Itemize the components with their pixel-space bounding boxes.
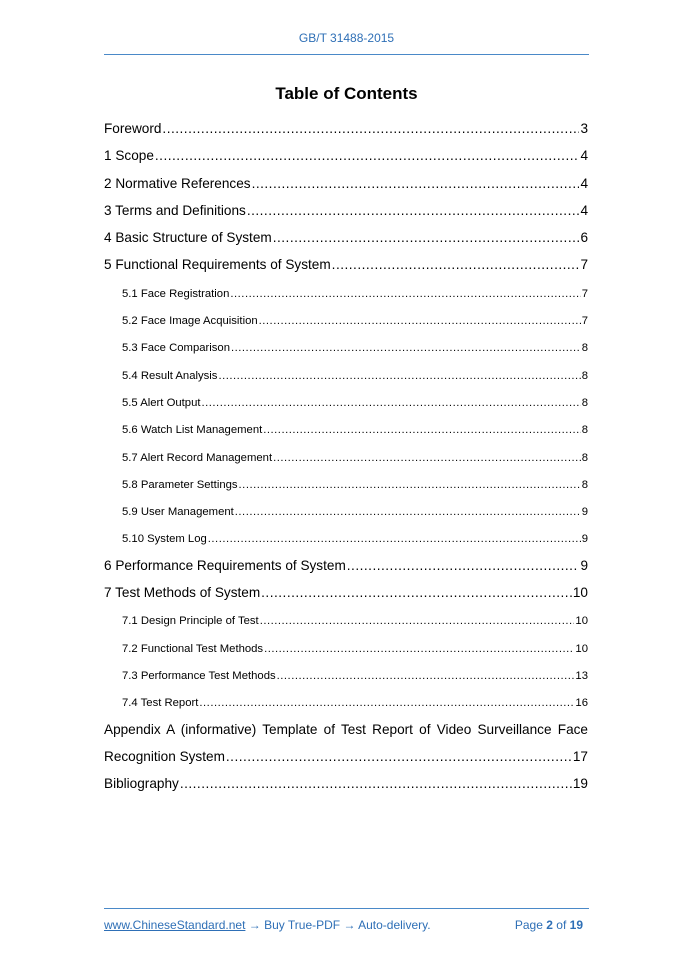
toc-entry-5-6[interactable] bbox=[104, 416, 588, 443]
toc-dot-leader bbox=[332, 255, 580, 275]
toc-entry-functional-requirements[interactable] bbox=[104, 252, 588, 279]
toc-dot-leader bbox=[252, 174, 580, 194]
toc-entry-label: 4 Basic Structure of System bbox=[104, 230, 272, 246]
toc-entry-page: 9 bbox=[581, 506, 588, 519]
toc-entry-page: 4 bbox=[580, 148, 588, 164]
toc-entry-page: 4 bbox=[580, 175, 588, 191]
toc-entry-normative-references[interactable] bbox=[104, 171, 588, 198]
toc-dot-leader bbox=[347, 556, 580, 576]
toc-entry-label: 5.9 User Management bbox=[122, 506, 234, 519]
toc-entry-label: 7.1 Design Principle of Test bbox=[122, 615, 259, 628]
toc-entry-page: 16 bbox=[575, 697, 588, 710]
toc-dot-leader bbox=[273, 228, 580, 248]
toc-entry-page: 17 bbox=[572, 748, 588, 764]
page-number-prefix: Page bbox=[514, 918, 543, 932]
toc-dot-leader bbox=[264, 639, 574, 659]
table-of-contents bbox=[104, 116, 588, 798]
toc-entry-page: 8 bbox=[581, 369, 588, 382]
toc-entry-label: 7.3 Performance Test Methods bbox=[122, 669, 276, 682]
toc-entry-page: 3 bbox=[580, 121, 588, 136]
toc-entry-label: Bibliography bbox=[104, 776, 179, 792]
toc-entry-label: Recognition System bbox=[104, 748, 225, 764]
document-id-header: GB/T 31488-2015 bbox=[298, 31, 395, 45]
toc-entry-5-1[interactable] bbox=[104, 280, 588, 307]
toc-entry-label: 7 Test Methods of System bbox=[104, 585, 261, 601]
toc-entry-5-9[interactable] bbox=[104, 498, 588, 525]
page-number bbox=[515, 918, 583, 932]
toc-dot-leader bbox=[239, 475, 581, 495]
toc-entry-appendix-a-line1[interactable]: Appendix A (informative) Template of Test Report of Video Surveillance Face bbox=[104, 721, 588, 737]
toc-entry-label: 7.2 Functional Test Methods bbox=[122, 642, 264, 655]
toc-entry-label: 5.8 Parameter Settings bbox=[122, 478, 238, 491]
toc-entry-page: 6 bbox=[580, 230, 588, 246]
toc-entry-5-3[interactable] bbox=[104, 334, 588, 361]
toc-entry-page: 8 bbox=[581, 396, 588, 409]
toc-dot-leader bbox=[247, 201, 580, 221]
toc-entry-page: 13 bbox=[575, 669, 588, 682]
toc-entry-bibliography[interactable] bbox=[104, 771, 588, 798]
toc-entry-page: 7 bbox=[580, 257, 588, 273]
toc-entry-page: 19 bbox=[572, 776, 588, 792]
toc-dot-leader bbox=[231, 338, 581, 358]
toc-entry-7-4[interactable] bbox=[104, 689, 588, 716]
toc-dot-leader bbox=[235, 502, 581, 522]
footer-promo-text: → Buy True-PDF → Auto-delivery. bbox=[245, 918, 431, 932]
toc-dot-leader bbox=[155, 146, 580, 166]
page-number-current: 2 bbox=[546, 918, 553, 932]
toc-dot-leader bbox=[259, 311, 581, 331]
toc-entry-page: 9 bbox=[581, 533, 588, 546]
toc-entry-page: 8 bbox=[581, 451, 588, 464]
toc-dot-leader bbox=[277, 666, 575, 686]
toc-entry-5-10[interactable] bbox=[104, 525, 588, 552]
toc-entry-label: 5.2 Face Image Acquisition bbox=[122, 315, 258, 328]
toc-entry-7-1[interactable] bbox=[104, 607, 588, 634]
toc-entry-label: 5.7 Alert Record Management bbox=[122, 451, 273, 464]
toc-entry-label: 5.5 Alert Output bbox=[122, 396, 201, 409]
toc-dot-leader bbox=[263, 420, 580, 440]
toc-entry-performance-requirements[interactable] bbox=[104, 553, 588, 580]
toc-entry-label: 7.4 Test Report bbox=[122, 697, 199, 710]
toc-entry-label: 2 Normative References bbox=[104, 175, 251, 191]
toc-entry-appendix-a[interactable] bbox=[104, 744, 588, 771]
toc-entry-page: 7 bbox=[581, 287, 588, 300]
toc-entry-scope[interactable] bbox=[104, 143, 588, 170]
toc-entry-7-3[interactable] bbox=[104, 662, 588, 689]
toc-entry-label: 5.6 Watch List Management bbox=[122, 424, 263, 437]
toc-dot-leader bbox=[180, 774, 572, 794]
toc-entry-label: 5.4 Result Analysis bbox=[122, 369, 218, 382]
toc-dot-leader bbox=[261, 583, 572, 603]
footer-promo bbox=[104, 918, 431, 932]
toc-entry-label: Foreword bbox=[104, 121, 162, 136]
page-number-of: of bbox=[556, 918, 567, 932]
toc-dot-leader bbox=[162, 119, 579, 139]
toc-entry-5-5[interactable] bbox=[104, 389, 588, 416]
toc-entry-test-methods[interactable] bbox=[104, 580, 588, 607]
toc-dot-leader bbox=[208, 529, 581, 549]
toc-dot-leader bbox=[273, 448, 581, 468]
toc-entry-5-2[interactable] bbox=[104, 307, 588, 334]
footer-website-link[interactable]: www.ChineseStandard.net bbox=[104, 918, 246, 932]
toc-entry-page: 4 bbox=[580, 202, 588, 218]
toc-entry-page: 10 bbox=[575, 642, 588, 655]
toc-entry-page: 7 bbox=[581, 315, 588, 328]
toc-entry-5-7[interactable] bbox=[104, 444, 588, 471]
toc-entry-7-2[interactable] bbox=[104, 635, 588, 662]
toc-entry-terms[interactable] bbox=[104, 198, 588, 225]
toc-dot-leader bbox=[226, 747, 572, 767]
toc-entry-5-4[interactable] bbox=[104, 362, 588, 389]
toc-entry-label: 3 Terms and Definitions bbox=[104, 202, 246, 218]
toc-entry-page: 10 bbox=[575, 615, 588, 628]
page-number-total: 19 bbox=[569, 918, 583, 932]
footer-divider bbox=[104, 908, 589, 909]
toc-entry-foreword[interactable] bbox=[104, 116, 588, 143]
toc-entry-page: 8 bbox=[581, 424, 588, 437]
toc-entry-label: 5.10 System Log bbox=[122, 533, 207, 546]
toc-entry-page: 8 bbox=[581, 478, 588, 491]
toc-entry-basic-structure[interactable] bbox=[104, 225, 588, 252]
toc-entry-label: 5.1 Face Registration bbox=[122, 287, 230, 300]
toc-dot-leader bbox=[218, 366, 580, 386]
toc-entry-label: 5.3 Face Comparison bbox=[122, 342, 230, 355]
toc-entry-label: 5 Functional Requirements of System bbox=[104, 257, 331, 273]
toc-dot-leader bbox=[260, 611, 575, 631]
toc-dot-leader bbox=[199, 693, 574, 713]
toc-entry-label: 1 Scope bbox=[104, 148, 154, 164]
toc-entry-label: 6 Performance Requirements of System bbox=[104, 557, 346, 573]
toc-title: Table of Contents bbox=[275, 84, 418, 103]
toc-entry-page: 9 bbox=[580, 557, 588, 573]
toc-entry-page: 10 bbox=[572, 585, 588, 601]
toc-dot-leader bbox=[202, 393, 581, 413]
toc-dot-leader bbox=[230, 284, 580, 304]
header-divider bbox=[104, 54, 589, 55]
toc-entry-5-8[interactable] bbox=[104, 471, 588, 498]
toc-entry-page: 8 bbox=[581, 342, 588, 355]
